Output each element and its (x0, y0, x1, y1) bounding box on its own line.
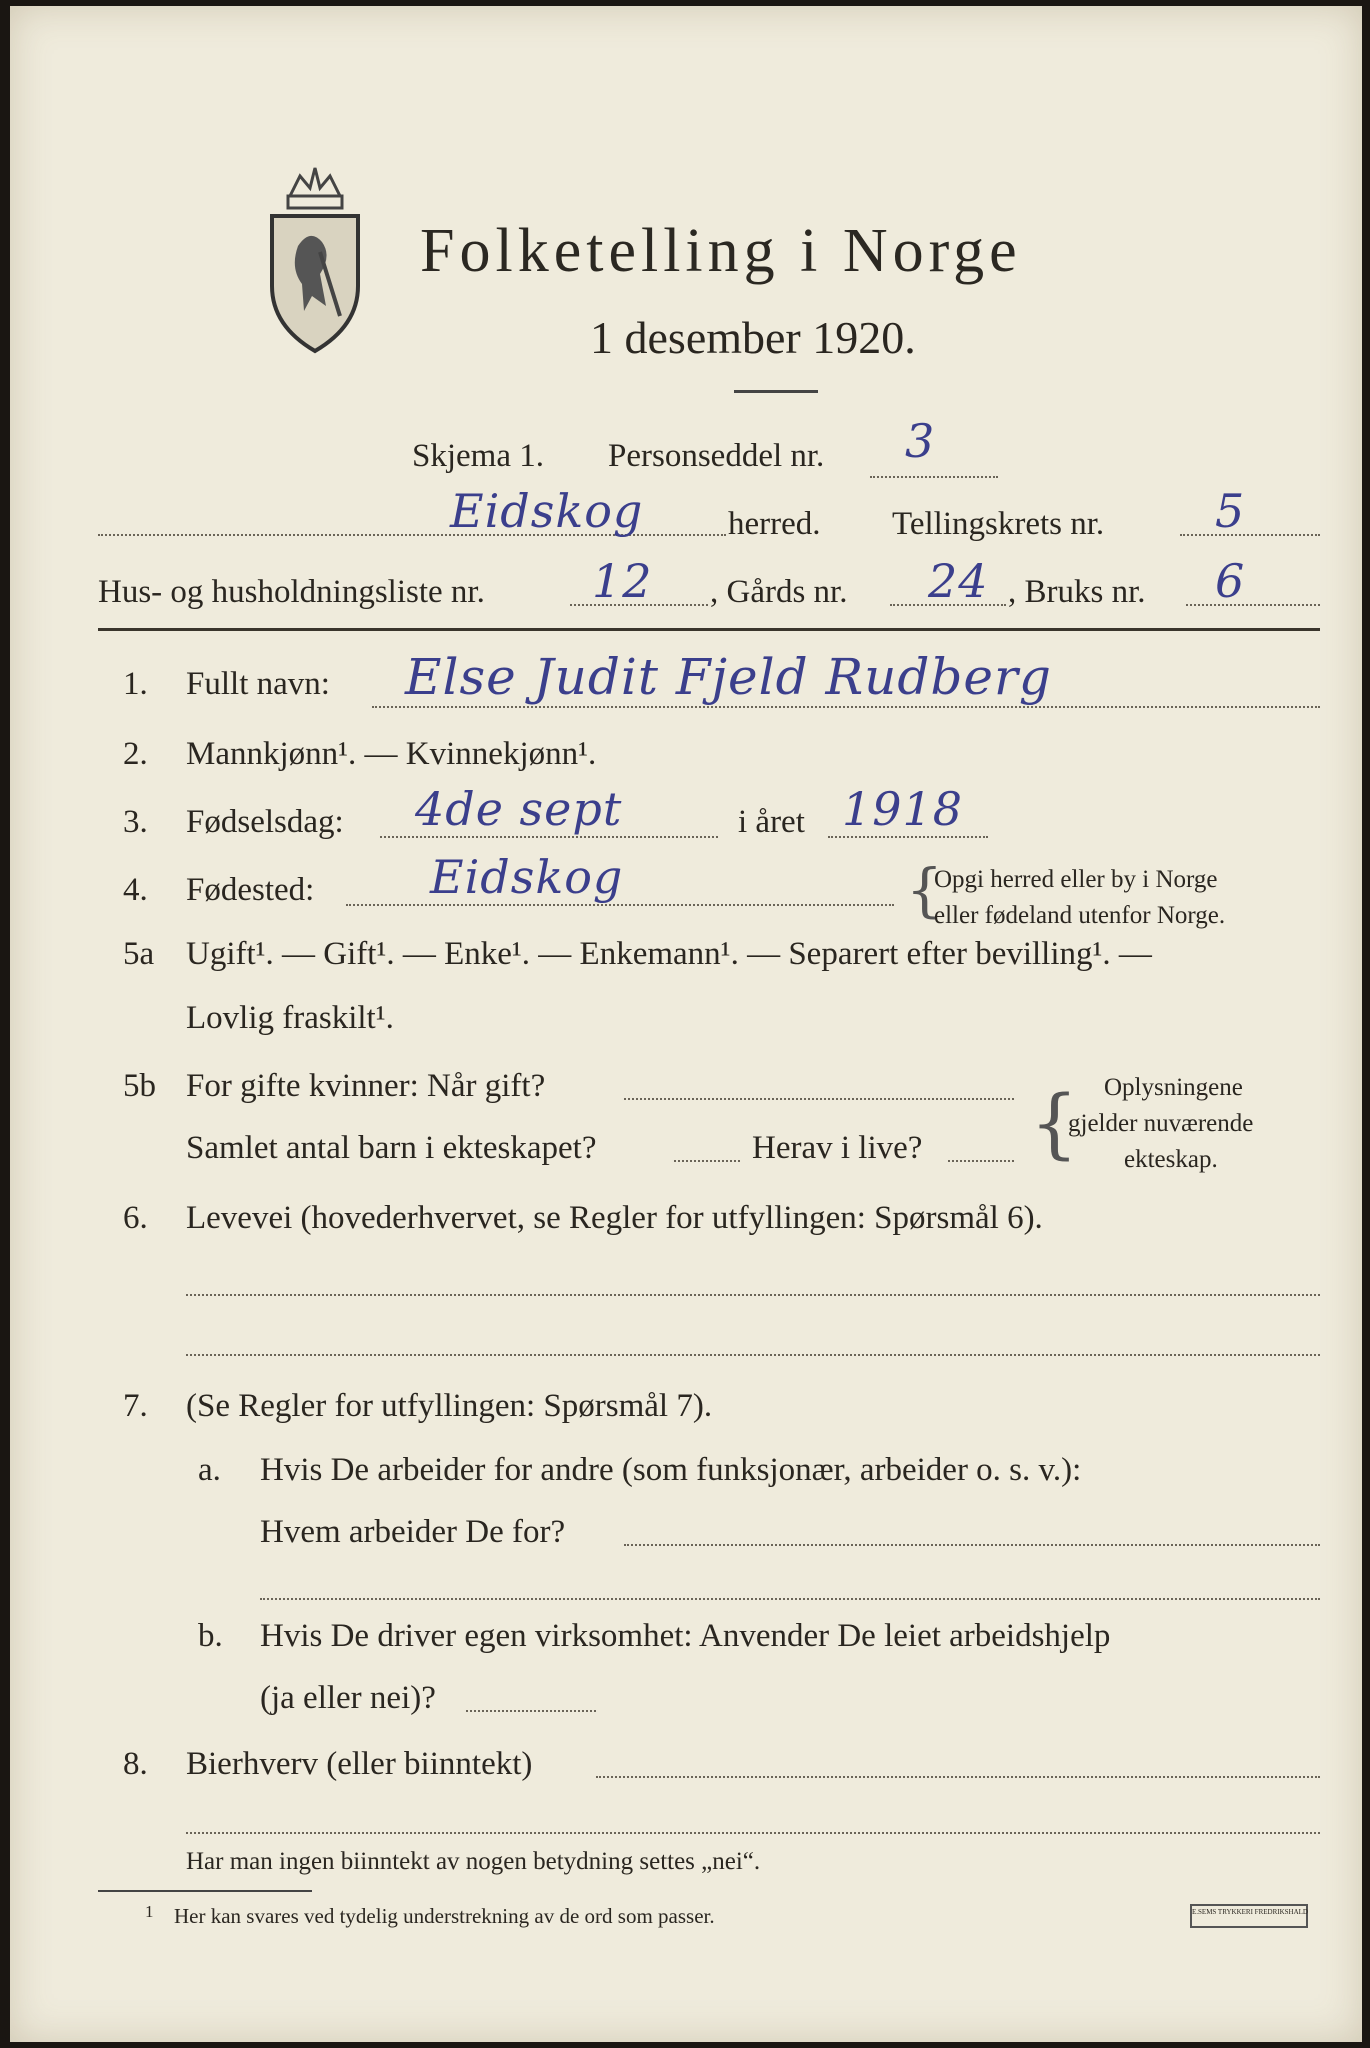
q7a-line (624, 1544, 1320, 1546)
q6-line-1 (186, 1294, 1320, 1296)
q5a-line-2: Lovlig fraskilt¹. (186, 1000, 394, 1036)
bruks-label: , Bruks nr. (1008, 574, 1146, 610)
form-date: 1 desember 1920. (590, 312, 916, 363)
title-rule (734, 390, 818, 393)
footnote-divider (98, 1890, 312, 1892)
footnote-mark: 1 (145, 1902, 154, 1921)
q4-brace: { (906, 856, 943, 924)
gards-value: 24 (928, 554, 989, 608)
schema-label: Skjema 1. (412, 438, 544, 474)
q7a-line-2: Hvem arbeider De for? (260, 1514, 566, 1550)
q5b-married-line (624, 1098, 1014, 1100)
tellingskrets-value: 5 (1215, 484, 1246, 538)
q7a-line-1: Hvis De arbeider for andre (som funksjonær, arbeider o. s. v.): (260, 1452, 1082, 1488)
form-title: Folketelling i Norge (420, 217, 1022, 285)
q5a-number: 5a (123, 936, 155, 972)
q5a-line-1: Ugift¹. — Gift¹. — Enke¹. — Enkemann¹. — Separert efter bevilling¹. — (186, 936, 1152, 972)
header-divider (98, 628, 1320, 631)
q1-value: Else Judit Fjeld Rudberg (405, 648, 1052, 706)
q8-note: Har man ingen biinntekt av nogen betydning settes „nei“. (186, 1848, 761, 1875)
printer-stamp (1190, 1904, 1308, 1928)
footnote-text: Her kan svares ved tydelig understrekning av de ord som passer. (174, 1904, 715, 1928)
q3-day-line (380, 836, 718, 838)
norwegian-coat-of-arms (260, 156, 370, 356)
q5b-number: 5b (123, 1068, 156, 1104)
herred-value: Eidskog (450, 484, 644, 538)
q7b-line (466, 1710, 596, 1712)
q7b-line-1: Hvis De driver egen virksomhet: Anvender De leiet arbeidshjelp (260, 1618, 1111, 1654)
hus-label: Hus- og husholdningsliste nr. (98, 574, 485, 610)
personseddel-label: Personseddel nr. (608, 438, 825, 474)
q1-label: Fullt navn: (186, 666, 330, 702)
q5b-children-line (674, 1160, 740, 1162)
q5b-line-2a: Samlet antal barn i ekteskapet? (186, 1130, 597, 1166)
tellingskrets-label: Tellingskrets nr. (892, 506, 1105, 542)
q2-label: Mannkjønn¹. — Kvinnekjønn¹. (186, 736, 597, 772)
q7b-letter: b. (198, 1618, 223, 1654)
q5b-alive-line (948, 1160, 1014, 1162)
q7b-line-2: (ja eller nei)? (260, 1680, 436, 1716)
q3-number: 3. (123, 804, 148, 840)
personseddel-line (870, 476, 998, 478)
q3-year-label: i året (738, 804, 805, 840)
q6-line-2 (186, 1354, 1320, 1356)
q8-label: Bierhverv (eller biinntekt) (186, 1746, 533, 1782)
q3-year-value: 1918 (842, 782, 964, 836)
q1-number: 1. (123, 666, 148, 702)
q5b-note-1: Oplysningene (1104, 1074, 1243, 1101)
q5b-note-2: gjelder nuværende (1068, 1110, 1254, 1137)
q1-line (372, 706, 1320, 708)
q7-label: (Se Regler for utfyllingen: Spørsmål 7). (186, 1388, 713, 1424)
q6-label: Levevei (hovederhvervet, se Regler for utfyllingen: Spørsmål 6). (186, 1200, 1043, 1236)
bruks-value: 6 (1215, 554, 1246, 608)
personseddel-value: 3 (905, 414, 936, 468)
q7a-line-extra (260, 1598, 1320, 1600)
q2-number: 2. (123, 736, 148, 772)
gards-label: , Gårds nr. (710, 574, 848, 610)
q4-note-1: Opgi herred eller by i Norge (934, 866, 1218, 893)
q5b-line-1: For gifte kvinner: Når gift? (186, 1068, 546, 1104)
q7-number: 7. (123, 1388, 148, 1424)
q8-line-2 (186, 1832, 1320, 1834)
q8-line-1 (596, 1776, 1320, 1778)
q5b-brace: { (1030, 1078, 1079, 1167)
q7a-letter: a. (198, 1452, 221, 1488)
q5b-note-3: ekteskap. (1124, 1146, 1218, 1173)
q4-number: 4. (123, 872, 148, 908)
q6-number: 6. (123, 1200, 148, 1236)
printer-stamp-text: E.SEMS TRYKKERI FREDRIKSHALD (1192, 1908, 1308, 1916)
bruks-line (1186, 604, 1320, 606)
q5b-line-2b: Herav i live? (752, 1130, 923, 1166)
q3-value: 4de sept (415, 782, 623, 836)
q4-value: Eidskog (430, 850, 624, 904)
census-form-page (10, 6, 1362, 2042)
q8-number: 8. (123, 1746, 148, 1782)
q4-label: Fødested: (186, 872, 315, 908)
q4-note-2: eller fødeland utenfor Norge. (934, 902, 1226, 929)
q3-label: Fødselsdag: (186, 804, 344, 840)
herred-label: herred. (728, 506, 821, 542)
q3-year-line (828, 836, 988, 838)
hus-value: 12 (592, 554, 653, 608)
tellingskrets-line (1180, 534, 1320, 536)
q4-line (346, 904, 894, 906)
